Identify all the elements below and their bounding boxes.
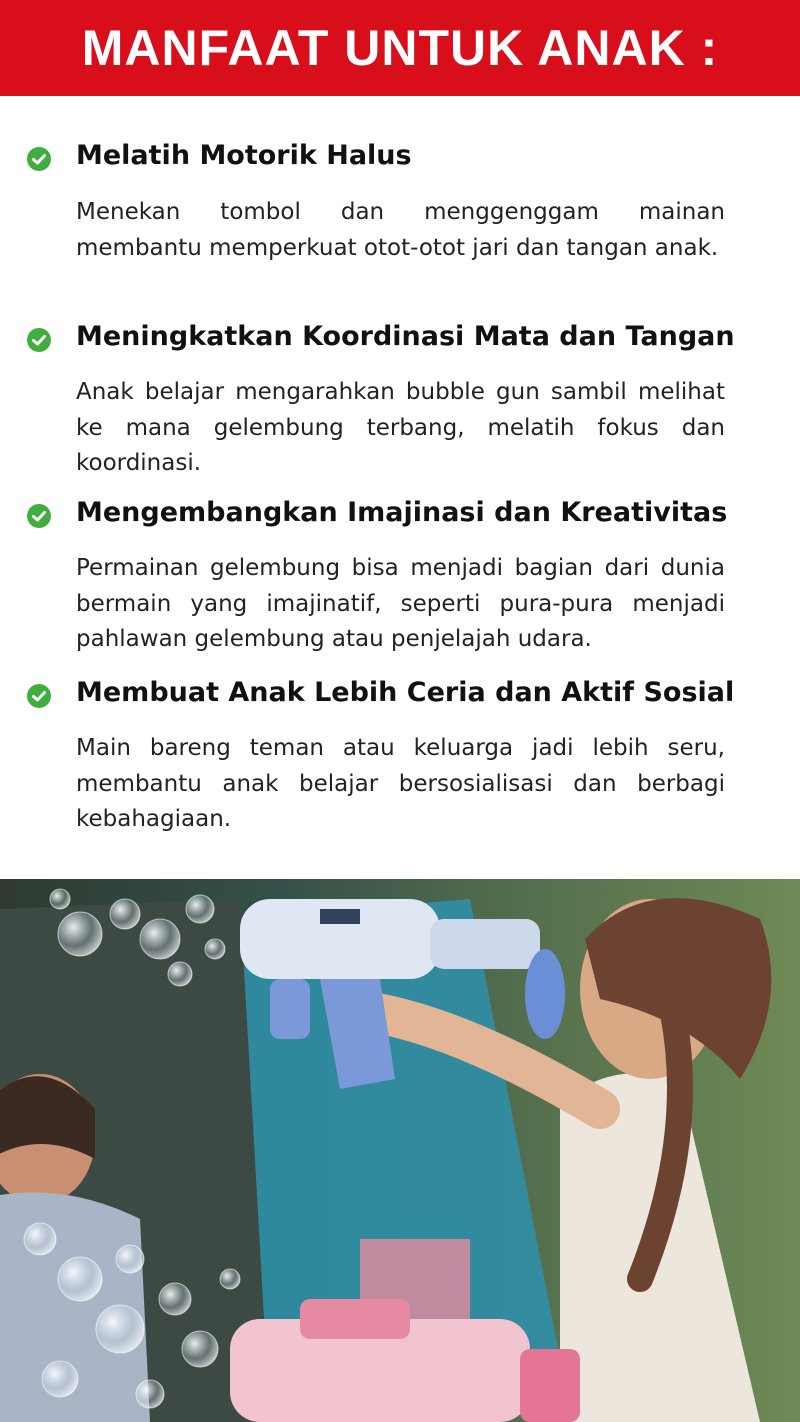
check-circle-icon	[27, 147, 51, 171]
check-circle-icon	[27, 684, 51, 708]
benefit-title: Melatih Motorik Halus	[76, 140, 412, 171]
benefit-description: Menekan tombol dan menggenggam mainan membantu memperkuat otot-otot jari dan tangan anak.	[76, 199, 725, 261]
benefit-description: Permainan gelembung bisa menjadi bagian dari dunia bermain yang imajinatif, seperti pura-pura menjadi pahlawan gelembung atau penjelajah udara.	[76, 555, 725, 652]
check-circle-icon	[27, 328, 51, 352]
page-title: MANFAAT UNTUK ANAK :	[81, 20, 719, 76]
benefit-description: Main bareng teman atau keluarga jadi lebih seru, membantu anak belajar bersosialisasi dan berbagi kebahagiaan.	[76, 735, 725, 832]
benefit-title: Membuat Anak Lebih Ceria dan Aktif Sosial	[76, 677, 735, 708]
header-banner	[0, 0, 800, 96]
benefit-description: Anak belajar mengarahkan bubble gun sambil melihat ke mana gelembung terbang, melatih fokus dan koordinasi.	[76, 379, 725, 476]
check-circle-icon	[27, 504, 51, 528]
benefit-title: Mengembangkan Imajinasi dan Kreativitas	[76, 497, 728, 528]
bubble-gun-illustration	[0, 879, 800, 1422]
product-photo	[0, 879, 800, 1422]
benefit-title: Meningkatkan Koordinasi Mata dan Tangan	[76, 321, 735, 352]
